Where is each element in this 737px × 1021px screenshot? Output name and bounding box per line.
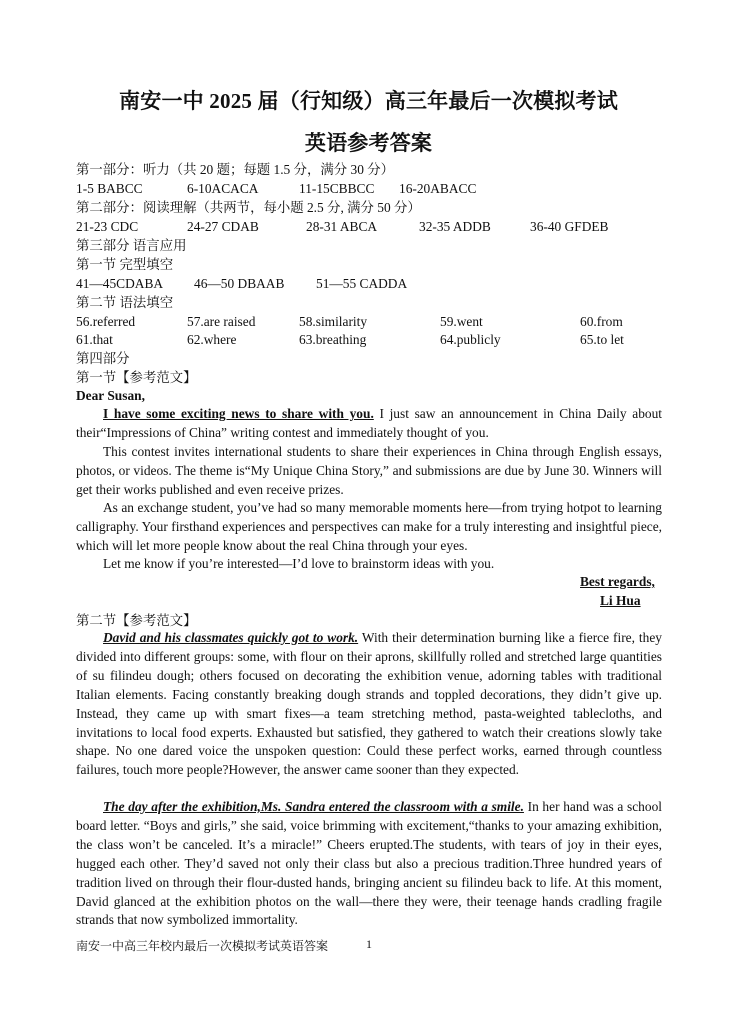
answer-item: 61.that — [76, 332, 113, 347]
answer-group: 46—50 DBAAB — [194, 276, 285, 291]
letter-signature: Li Hua — [600, 593, 641, 608]
part1-answers — [0, 179, 737, 198]
letter-closing: Best regards, — [580, 574, 655, 589]
letter-paragraph-3-text: As an exchange student, you’ve had so many memorable moments here—from trying hotpot to learning calligraphy. Your firsthand experiences and perspectives can make for a truly interesting and insightful piece, which will let more people know about the real China through your eyes. — [76, 500, 662, 553]
part1-heading: 第一部分：听力（共 20 题；每题 1.5 分，满分 30 分） — [76, 162, 395, 177]
letter-paragraph-4 — [76, 555, 662, 574]
answer-group: 6-10ACACA — [187, 181, 259, 196]
grammar-answers-row2 — [0, 330, 737, 349]
letter-paragraph-2-text: This contest invites international students to share their experiences in China through English essays, photos, or videos. The theme is“My Unique China Story,” and submissions are due by June 30. Winners will get their works published and even receive prizes. — [76, 444, 662, 497]
exam-title: 南安一中 2025 届（行知级）高三年最后一次模拟考试 — [119, 89, 618, 113]
page-footer — [76, 937, 372, 954]
story-lead-sentence-1: David and his classmates quickly got to work. — [103, 630, 359, 645]
part3-heading: 第三部分 语言应用 — [76, 238, 187, 253]
answer-item: 63.breathing — [299, 332, 367, 347]
part4-heading: 第四部分 — [76, 351, 130, 366]
answer-item: 58.similarity — [299, 314, 368, 329]
part2-heading: 第二部分：阅读理解（共两节，每小题 2.5 分, 满分 50 分） — [76, 200, 421, 215]
part2-answers — [0, 217, 737, 236]
cloze-answers — [0, 274, 737, 293]
part4-section1-heading: 第一节【参考范文】 — [76, 370, 197, 385]
letter-paragraph-1 — [76, 405, 662, 443]
letter-lead-sentence: I have some exciting news to share with you. — [103, 406, 374, 421]
grammar-answers-row1 — [0, 312, 737, 331]
answer-item: 57.are raised — [187, 314, 256, 329]
footer-text: 南安一中高三年校内最后一次模拟考试英语答案 — [76, 939, 329, 953]
story-paragraph-1 — [76, 629, 662, 780]
answer-item: 65.to let — [580, 332, 624, 347]
answer-item: 56.referred — [76, 314, 136, 329]
story-paragraph-2-text: In her hand was a school board letter. “Boys and girls,” she said, voice brimming with excitement,“thanks to your amazing exhibition, the class won’t be canceled. It’s a miracle!” Cheers erupted.The students, with tears of joy in their eyes, hugged each other. They’d saved not only their class but also a precious tradition.Three hundred years of tradition lived on through their flour-dusted hands, bringing ancient su filindeu back to life. At this moment, David glanced at the exhibition photos on the wall—there they were, their teenage hands cradling fragile strands that now symbolized immortality. — [76, 799, 662, 928]
part4-section2-heading: 第二节【参考范文】 — [76, 613, 197, 628]
answer-item: 64.publicly — [440, 332, 501, 347]
story-lead-sentence-2: The day after the exhibition,Ms. Sandra entered the classroom with a smile. — [103, 799, 524, 814]
answer-group: 1-5 BABCC — [76, 181, 143, 196]
part3-section2-heading: 第二节 语法填空 — [76, 295, 174, 310]
story-paragraph-1-text: With their determination burning like a fierce fire, they divided into different groups: some, with flour on their aprons, skillfully rolled and stretched large quantities of su filindeu dough; others focused on decorating the exhibition venue, adorning tables with traditional Italian elements. Facing constantly breaking dough strands and toppled decorations, they didn’t give up. Instead, they came up with smart fixes—a team stretching method, pasta-weighted tablecloths, and invitations to local food experts. Exhausted but satisfied, they gathered to watch their creations slowly take shape. No one dared voice the unspoken question: Could these perfect works, earned through countless failures, touch more people?However, the answer came sooner than they expected. — [76, 630, 662, 778]
answer-group: 32-35 ADDB — [419, 219, 491, 234]
letter-greeting: Dear Susan, — [76, 388, 145, 403]
letter-paragraph-3 — [76, 499, 662, 556]
answer-group: 16-20ABACC — [399, 181, 477, 196]
answer-group: 41—45CDABA — [76, 276, 164, 291]
answer-group: 24-27 CDAB — [187, 219, 259, 234]
answer-key-title: 英语参考答案 — [304, 131, 433, 155]
letter-paragraph-1-text: I just saw an announcement in China Daily about their“Impressions of China” writing contest and immediately thought of you. — [76, 406, 662, 440]
answer-group: 11-15CBBCC — [299, 181, 375, 196]
answer-group: 36-40 GFDEB — [530, 219, 609, 234]
page-number: 1 — [366, 937, 372, 951]
answer-group: 51—55 CADDA — [316, 276, 408, 291]
letter-paragraph-4-text: Let me know if you’re interested—I’d love to brainstorm ideas with you. — [103, 556, 495, 571]
answer-item: 62.where — [187, 332, 237, 347]
answer-group: 28-31 ABCA — [306, 219, 378, 234]
answer-item: 60.from — [580, 314, 623, 329]
part3-section1-heading: 第一节 完型填空 — [76, 257, 174, 272]
answer-item: 59.went — [440, 314, 483, 329]
answer-group: 21-23 CDC — [76, 219, 139, 234]
story-paragraph-2 — [76, 798, 662, 930]
letter-paragraph-2 — [76, 443, 662, 500]
